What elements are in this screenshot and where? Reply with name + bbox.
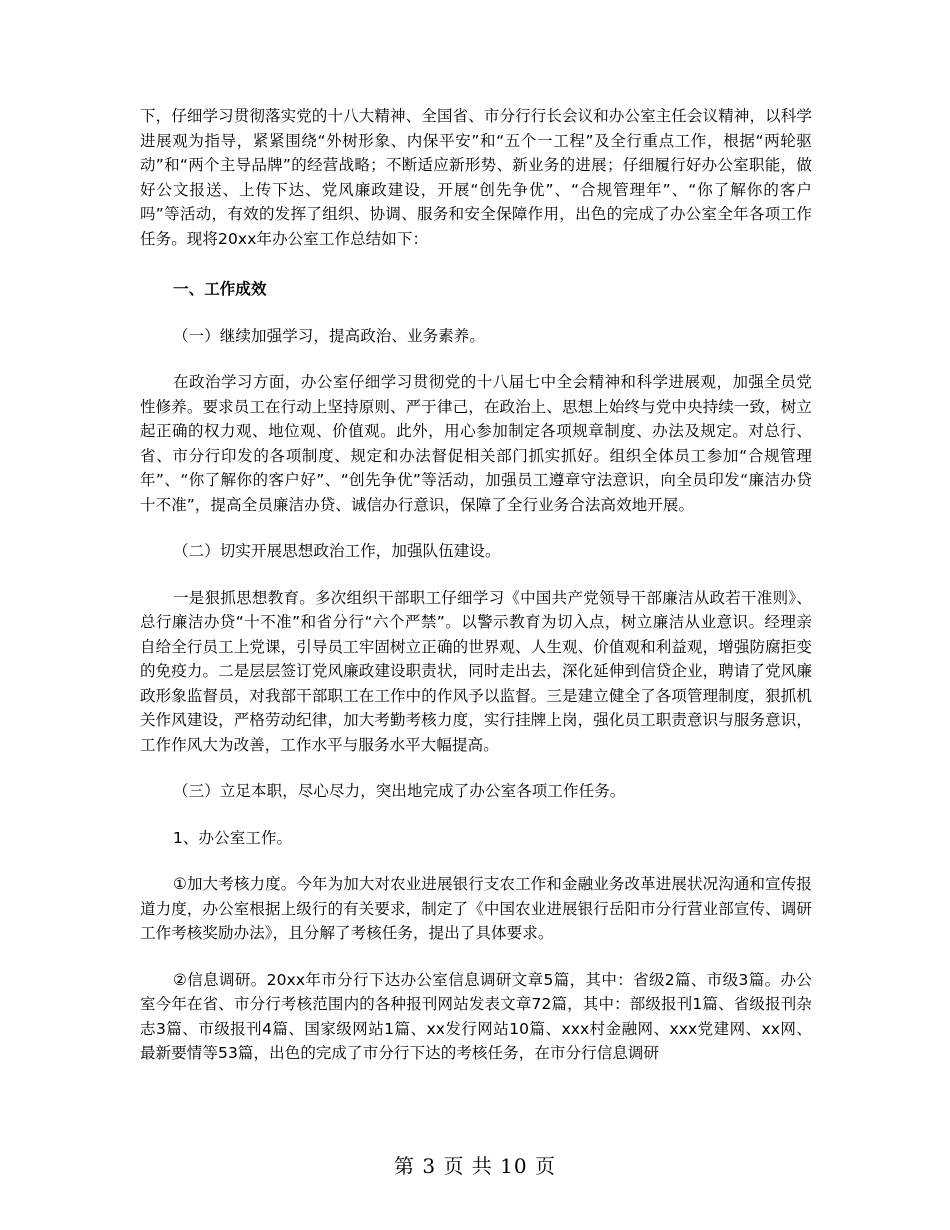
- subsection-heading-1: （一）继续加强学习，提高政治、业务素养。: [173, 326, 486, 345]
- document-body: [140, 104, 812, 1066]
- paragraph-assessment: ①加大考核力度。今年为加大对农业进展银行支农工作和金融业务改革进展状况沟通和宣传报道力度，办公室根据上级行的有关要求，制定了《中国农业进展银行岳阳市分行营业部宣传、调研工作考核奖励办法》，且分解了考核任务，提出了具体要求。: [140, 875, 812, 942]
- intro-paragraph: 下，仔细学习贯彻落实党的十八大精神、全国省、市分行行长会议和办公室主任会议精神，以科学进展观为指导，紧紧围绕“外树形象、内保平安”和“五个一工程”及全行重点工作，根据“两轮驱动”和“两个主导品牌”的经营战略；不断适应新形势、新业务的进展；仔细履行好办公室职能，做好公文报送、上传下达、党风廉政建设，开展“创先争优”、“合规管理年”、“你了解你的客户吗”等活动，有效的发挥了组织、协调、服务和安全保障作用，出色的完成了办公室全年各项工作任务。现将20xx年办公室工作总结如下：: [140, 107, 812, 248]
- section-heading-work-results: 一、工作成效: [173, 280, 267, 298]
- paragraph-political-study: 在政治学习方面，办公室仔细学习贯彻党的十八届七中全会精神和科学进展观，加强全员党性修养。要求员工在行动上坚持原则、严于律己，在政治上、思想上始终与党中央持续一致，树立起正确的权力观、地位观、价值观。此外，用心参加制定各项规章制度、办法及规定。对总行、省、市分行印发的各项制度、规定和办法督促相关部门抓实抓好。组织全体员工参加“合规管理年”、“你了解你的客户好”、“创先争优”等活动，加强员工遵章守法意识，向全员印发“廉洁办贷十不准”，提高全员廉洁办贷、诚信办行意识，保障了全行业务合法高效地开展。: [140, 373, 812, 514]
- page-number-footer: 第 3 页 共 10 页: [394, 1154, 556, 1178]
- subsection-heading-3: （三）立足本职，尽心尽力，突出地完成了办公室各项工作任务。: [173, 782, 626, 800]
- paragraph-information-research: ②信息调研。20xx年市分行下达办公室信息调研文章5篇，其中：省级2篇、市级3篇。办公室今年在省、市分行考核范围内的各种报刊网站发表文章72篇，其中：部级报刊1篇、省级报刊杂志3篇、市级报刊4篇、国家级网站1篇、xx发行网站10篇、xxx村金融网、xxx党建网、xx网、最新要情等53篇，出色的完成了市分行下达的考核任务，在市分行信息调研: [140, 970, 812, 1062]
- subsection-heading-2: （二）切实开展思想政治工作，加强队伍建设。: [173, 542, 501, 560]
- paragraph-ideological-education: 一是狠抓思想教育。多次组织干部职工仔细学习《中国共产党领导干部廉洁从政若干准则》、总行廉洁办贷“十不准”和省分行“六个严禁”。以警示教育为切入点，树立廉洁从业意识。经理亲自给全行员工上党课，引导员工牢固树立正确的世界观、人生观、价值观和利益观，增强防腐拒变的免疫力。二是层层签订党风廉政建设职责状，同时走出去，深化延伸到信贷企业，聘请了党风廉政形象监督员，对我部干部职工在工作中的作风予以监督。三是建立健全了各项管理制度，狠抓机关作风建设，严格劳动纪律，加大考勤考核力度，实行挂牌上岗，强化员工职责意识与服务意识，工作作风大为改善，工作水平与服务水平大幅提高。: [140, 588, 812, 754]
- item-heading-office-work: 1、办公室工作。: [173, 828, 293, 847]
